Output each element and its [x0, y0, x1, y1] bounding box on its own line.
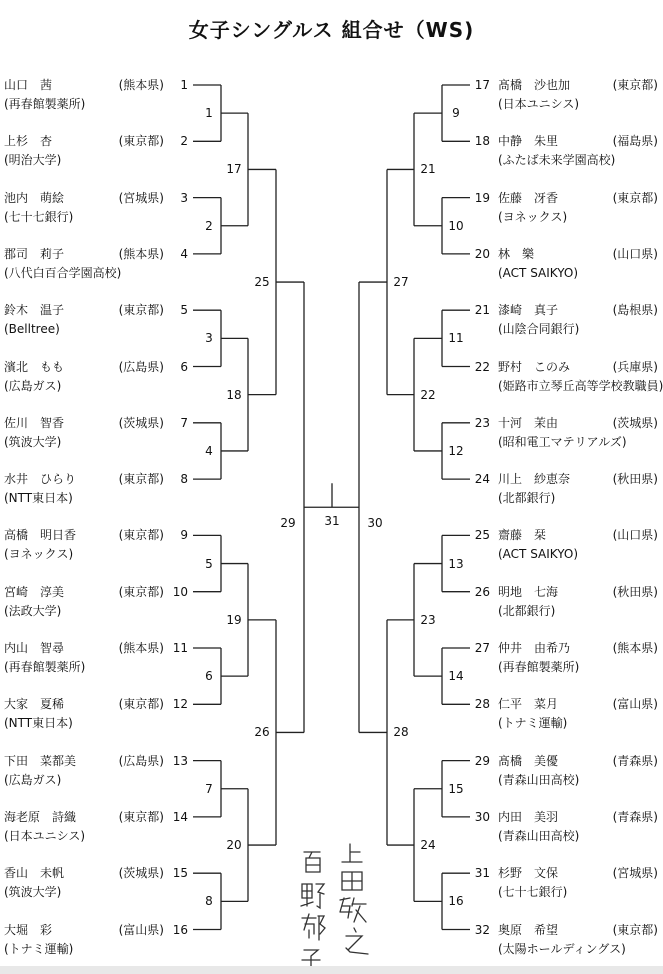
player-draw-number: 1 — [180, 78, 188, 92]
match-number: 20 — [226, 838, 242, 853]
player-draw-number: 14 — [172, 809, 188, 824]
player-prefecture: (東京都) — [118, 134, 164, 149]
player-draw-number: 28 — [474, 697, 490, 712]
match-number: 18 — [226, 387, 242, 402]
player-prefecture: (富山県) — [612, 697, 658, 712]
player-draw-number: 3 — [180, 190, 188, 205]
player-draw-number: 10 — [172, 584, 188, 599]
player-draw-number: 2 — [180, 134, 188, 149]
player-name: 郡司 莉子 — [4, 246, 65, 261]
player-name: 海老原 詩織 — [4, 809, 77, 824]
match-number: 23 — [420, 612, 436, 627]
player-name: 上杉 杏 — [4, 134, 53, 149]
player-draw-number: 8 — [180, 472, 188, 487]
match-number: 16 — [448, 894, 464, 909]
match-number: 10 — [448, 218, 464, 233]
player-prefecture: (東京都) — [118, 697, 164, 712]
player-draw-number: 15 — [172, 866, 188, 881]
player-name: 仲井 由希乃 — [498, 641, 571, 655]
player-affiliation: (法政大学) — [4, 603, 62, 618]
match-number: 9 — [452, 106, 460, 121]
player-affiliation: (北都銀行) — [498, 491, 556, 506]
player-affiliation: (広島ガス) — [4, 378, 62, 393]
player-prefecture: (東京都) — [118, 528, 164, 543]
player-prefecture: (山口県) — [612, 246, 658, 261]
match-number: 13 — [448, 556, 464, 571]
handwritten-signatures — [290, 840, 380, 968]
player-name: 佐川 智香 — [4, 415, 65, 430]
player-affiliation: (NTT東日本) — [4, 716, 73, 731]
match-number: 22 — [420, 387, 436, 402]
player-name: 香山 未帆 — [4, 866, 65, 881]
player-draw-number: 32 — [474, 922, 490, 937]
player-affiliation: (山陰合同銀行) — [498, 322, 580, 337]
player-prefecture: (東京都) — [612, 78, 658, 92]
match-number: 2 — [205, 218, 213, 233]
player-draw-number: 16 — [172, 922, 188, 937]
player-affiliation: (再春館製薬所) — [498, 660, 580, 674]
player-name: 奥原 希望 — [498, 922, 559, 937]
player-draw-number: 11 — [172, 641, 188, 655]
player-prefecture: (熊本県) — [118, 78, 164, 92]
player-name: 内田 美羽 — [498, 809, 559, 824]
player-name: 中静 朱里 — [498, 134, 559, 149]
player-draw-number: 6 — [180, 359, 188, 374]
player-prefecture: (東京都) — [118, 584, 164, 599]
player-name: 山口 茜 — [4, 78, 53, 92]
player-name: 佐藤 冴香 — [498, 190, 559, 205]
player-name: 大家 夏稀 — [4, 697, 65, 712]
player-draw-number: 21 — [474, 303, 490, 318]
bottom-scroll-strip — [0, 966, 663, 974]
match-number: 28 — [393, 725, 409, 740]
player-prefecture: (兵庫県) — [612, 359, 658, 374]
player-prefecture: (富山県) — [118, 922, 164, 937]
player-affiliation: (ヨネックス) — [4, 547, 74, 562]
player-draw-number: 25 — [474, 528, 490, 543]
player-affiliation: (明治大学) — [4, 153, 62, 168]
player-prefecture: (青森県) — [612, 809, 658, 824]
match-number: 11 — [448, 331, 464, 346]
player-draw-number: 31 — [474, 866, 490, 881]
player-prefecture: (熊本県) — [612, 641, 658, 655]
player-affiliation: (北都銀行) — [498, 603, 556, 618]
player-draw-number: 9 — [180, 528, 188, 543]
match-number: 5 — [205, 556, 213, 571]
player-affiliation: (再春館製薬所) — [4, 660, 86, 674]
player-name: 林 樂 — [498, 246, 535, 261]
player-prefecture: (東京都) — [118, 303, 164, 318]
match-number: 7 — [205, 781, 213, 796]
match-number: 29 — [280, 516, 296, 531]
player-affiliation: (NTT東日本) — [4, 491, 73, 506]
player-prefecture: (青森県) — [612, 753, 658, 768]
match-number: 27 — [393, 275, 409, 290]
player-affiliation: (日本ユニシス) — [498, 97, 580, 111]
player-affiliation: (昭和電工マテリアルズ) — [498, 434, 627, 449]
player-name: 川上 紗恵奈 — [498, 472, 571, 487]
player-prefecture: (宮城県) — [612, 866, 658, 881]
player-name: 濱北 もも — [4, 359, 65, 374]
player-name: 水井 ひらり — [4, 472, 77, 487]
player-draw-number: 30 — [474, 809, 490, 824]
player-prefecture: (広島県) — [118, 359, 164, 374]
player-draw-number: 20 — [474, 246, 490, 261]
player-name: 野村 このみ — [498, 359, 571, 374]
player-draw-number: 18 — [474, 134, 490, 149]
player-prefecture: (広島県) — [118, 753, 164, 768]
player-prefecture: (山口県) — [612, 528, 658, 543]
player-prefecture: (島根県) — [612, 303, 658, 318]
player-draw-number: 23 — [474, 415, 490, 430]
player-name: 内山 智尋 — [4, 641, 65, 655]
player-affiliation: (青森山田高校) — [498, 772, 580, 787]
match-number: 4 — [205, 443, 213, 458]
player-draw-number: 13 — [172, 753, 188, 768]
player-prefecture: (東京都) — [612, 190, 658, 205]
match-number: 17 — [226, 162, 242, 177]
player-name: 大堀 彩 — [4, 922, 53, 937]
player-draw-number: 19 — [474, 190, 490, 205]
player-name: 池内 萌絵 — [4, 190, 65, 205]
player-affiliation: (姫路市立琴丘高等学校教職員) — [498, 378, 663, 393]
player-name: 十河 茉由 — [498, 415, 559, 430]
player-name: 宮崎 淳美 — [4, 584, 65, 599]
player-affiliation: (筑波大学) — [4, 434, 62, 449]
player-affiliation: (トナミ運輸) — [4, 941, 74, 956]
match-number: 15 — [448, 781, 464, 796]
player-affiliation: (七十七銀行) — [4, 209, 74, 224]
player-affiliation: (ACT SAIKYO) — [498, 265, 579, 280]
player-draw-number: 22 — [474, 359, 490, 374]
player-prefecture: (福島県) — [612, 134, 658, 149]
match-number: 3 — [205, 331, 213, 346]
match-number: 6 — [205, 669, 213, 684]
player-draw-number: 4 — [180, 246, 188, 261]
player-affiliation: (太陽ホールディングス) — [498, 941, 626, 956]
player-prefecture: (茨城県) — [612, 415, 658, 430]
match-number: 26 — [254, 725, 270, 740]
player-name: 鈴木 温子 — [4, 303, 65, 318]
player-draw-number: 29 — [474, 753, 490, 768]
player-name: 髙橋 沙也加 — [498, 78, 571, 92]
player-draw-number: 27 — [474, 641, 490, 655]
player-draw-number: 5 — [180, 303, 188, 318]
player-name: 杉野 文保 — [498, 866, 559, 881]
player-draw-number: 17 — [474, 78, 490, 92]
player-prefecture: (茨城県) — [118, 866, 164, 881]
player-name: 仁平 菜月 — [498, 697, 559, 712]
match-number: 25 — [254, 275, 270, 290]
player-prefecture: (秋田県) — [612, 584, 658, 599]
player-affiliation: (青森山田高校) — [498, 828, 580, 843]
player-prefecture: (東京都) — [118, 809, 164, 824]
match-number: 31 — [324, 514, 340, 529]
match-number: 24 — [420, 838, 436, 853]
player-prefecture: (宮城県) — [118, 190, 164, 205]
player-name: 高橋 明日香 — [4, 528, 77, 543]
player-affiliation: (Belltree) — [4, 322, 60, 337]
match-number: 12 — [448, 443, 464, 458]
player-draw-number: 12 — [172, 697, 188, 712]
player-draw-number: 7 — [180, 415, 188, 430]
player-affiliation: (七十七銀行) — [498, 885, 568, 900]
player-name: 漆崎 真子 — [498, 303, 559, 318]
player-affiliation: (八代白百合学園高校) — [4, 265, 122, 280]
player-affiliation: (再春館製薬所) — [4, 97, 86, 111]
player-name: 下田 菜都美 — [4, 753, 77, 768]
player-affiliation: (日本ユニシス) — [4, 828, 86, 843]
player-prefecture: (秋田県) — [612, 472, 658, 487]
match-number: 21 — [420, 162, 436, 177]
match-number: 8 — [205, 894, 213, 909]
player-affiliation: (ACT SAIKYO) — [498, 547, 579, 562]
match-number: 19 — [226, 612, 242, 627]
player-affiliation: (筑波大学) — [4, 885, 62, 900]
player-name: 明地 七海 — [498, 584, 559, 599]
match-number: 14 — [448, 669, 464, 684]
player-name: 齋藤 栞 — [498, 528, 547, 543]
player-affiliation: (広島ガス) — [4, 772, 62, 787]
player-name: 髙橋 美優 — [498, 753, 559, 768]
player-draw-number: 24 — [474, 472, 490, 487]
player-prefecture: (東京都) — [118, 472, 164, 487]
player-prefecture: (東京都) — [612, 922, 658, 937]
match-number: 30 — [367, 516, 383, 531]
player-affiliation: (トナミ運輸) — [498, 716, 568, 731]
player-draw-number: 26 — [474, 584, 490, 599]
player-prefecture: (熊本県) — [118, 246, 164, 261]
player-affiliation: (ふたば未来学園高校) — [498, 153, 616, 168]
page-title: 女子シングルス 組合せ（WS) — [188, 18, 475, 42]
match-number: 1 — [205, 106, 213, 121]
player-affiliation: (ヨネックス) — [498, 209, 568, 224]
player-prefecture: (熊本県) — [118, 641, 164, 655]
player-prefecture: (茨城県) — [118, 415, 164, 430]
